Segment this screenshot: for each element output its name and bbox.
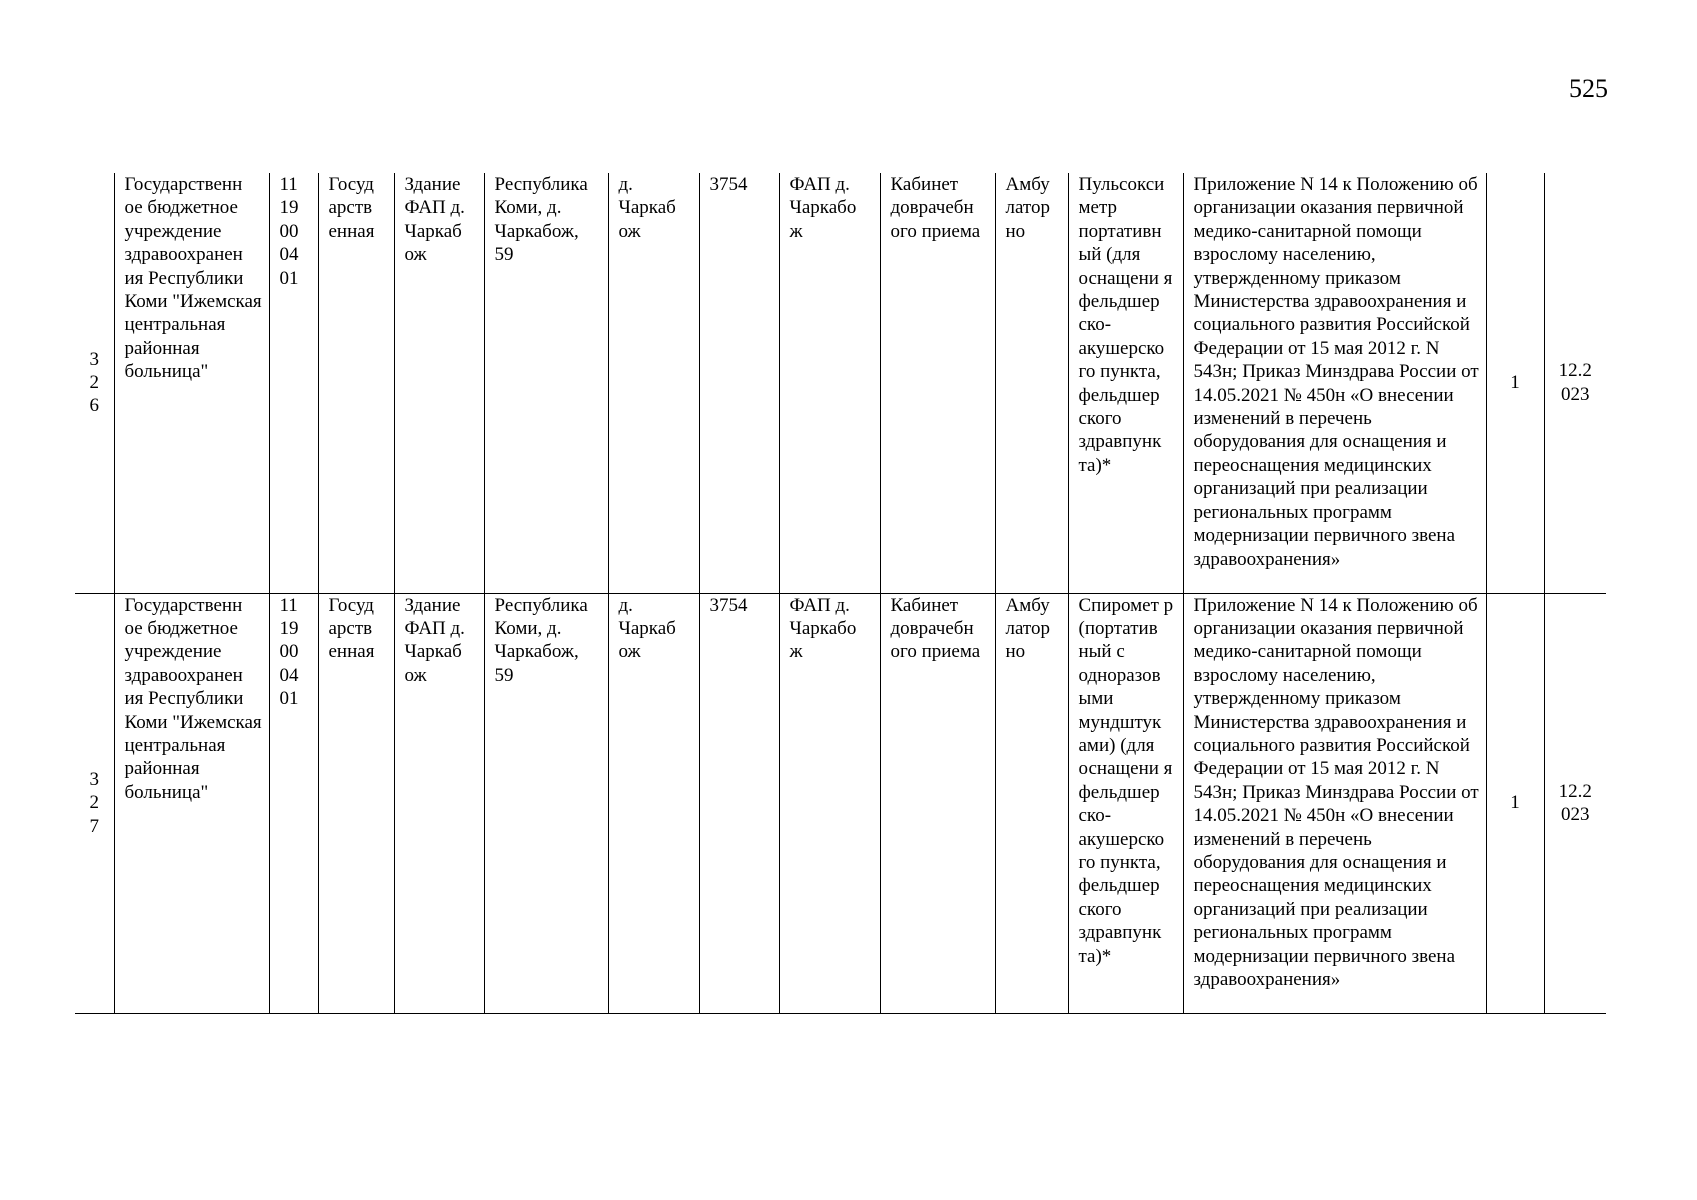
care-type-cell: Амбу латор но — [995, 593, 1068, 1013]
code-cell: 11 19 00 04 01 — [269, 173, 318, 593]
code-cell: 11 19 00 04 01 — [269, 593, 318, 1013]
row-number-cell: 3 2 7 — [75, 593, 114, 1013]
date-cell: 12.2 023 — [1544, 593, 1606, 1013]
unit-cell: ФАП д. Чаркабо ж — [779, 173, 880, 593]
care-type-cell: Амбу латор но — [995, 173, 1068, 593]
legal-basis-cell: Приложение N 14 к Положению об организации оказания первичной медико-санитарной помощи взрослому населению, утвержденному приказом Министерства здравоохранения и социального развития Российской Федерации от 15 мая 2012 г. N 543н; Приказ Минздрава России от 14.05.2021 № 450н «О внесении изменений в перечень оборудования для оснащения и переоснащения медицинских организаций при реализации региональных программ модернизации первичного звена здравоохранения» — [1183, 593, 1486, 1013]
equipment-table — [75, 173, 1606, 1014]
building-cell: Здание ФАП д. Чаркаб ож — [394, 173, 484, 593]
organization-cell: Государственн ое бюджетное учреждение здравоохранен ия Республики Коми "Ижемская центральная районная больница" — [114, 173, 269, 593]
address-cell: Республика Коми, д. Чаркабож, 59 — [484, 593, 608, 1013]
number-cell: 3754 — [699, 593, 779, 1013]
quantity-cell: 1 — [1486, 593, 1544, 1013]
date-cell: 12.2 023 — [1544, 173, 1606, 593]
equipment-cell: Пульсокси метр портативн ый (для оснащени я фельдшер ско-акушерско го пункта, фельдшер ского здравпунк та)* — [1068, 173, 1183, 593]
locality-cell: д. Чаркаб ож — [608, 593, 699, 1013]
page-number: 525 — [1569, 74, 1608, 103]
organization-cell: Государственн ое бюджетное учреждение здравоохранен ия Республики Коми "Ижемская центральная районная больница" — [114, 593, 269, 1013]
quantity-cell: 1 — [1486, 173, 1544, 593]
number-cell: 3754 — [699, 173, 779, 593]
ownership-cell: Госуд арств енная — [318, 593, 394, 1013]
address-cell: Республика Коми, д. Чаркабож, 59 — [484, 173, 608, 593]
unit-cell: ФАП д. Чаркабо ж — [779, 593, 880, 1013]
room-cell: Кабинет доврачебн ого приема — [880, 173, 995, 593]
ownership-cell: Госуд арств енная — [318, 173, 394, 593]
table-row — [75, 593, 1606, 1013]
room-cell: Кабинет доврачебн ого приема — [880, 593, 995, 1013]
row-number-cell: 3 2 6 — [75, 173, 114, 593]
legal-basis-cell: Приложение N 14 к Положению об организации оказания первичной медико-санитарной помощи взрослому населению, утвержденному приказом Министерства здравоохранения и социального развития Российской Федерации от 15 мая 2012 г. N 543н; Приказ Минздрава России от 14.05.2021 № 450н «О внесении изменений в перечень оборудования для оснащения и переоснащения медицинских организаций при реализации региональных программ модернизации первичного звена здравоохранения» — [1183, 173, 1486, 593]
building-cell: Здание ФАП д. Чаркаб ож — [394, 593, 484, 1013]
equipment-cell: Спиромет р (портатив ный с одноразов ыми мундштук ами) (для оснащени я фельдшер ско-акушерско го пункта, фельдшер ского здравпунк та)* — [1068, 593, 1183, 1013]
locality-cell: д. Чаркаб ож — [608, 173, 699, 593]
table-row — [75, 173, 1606, 593]
